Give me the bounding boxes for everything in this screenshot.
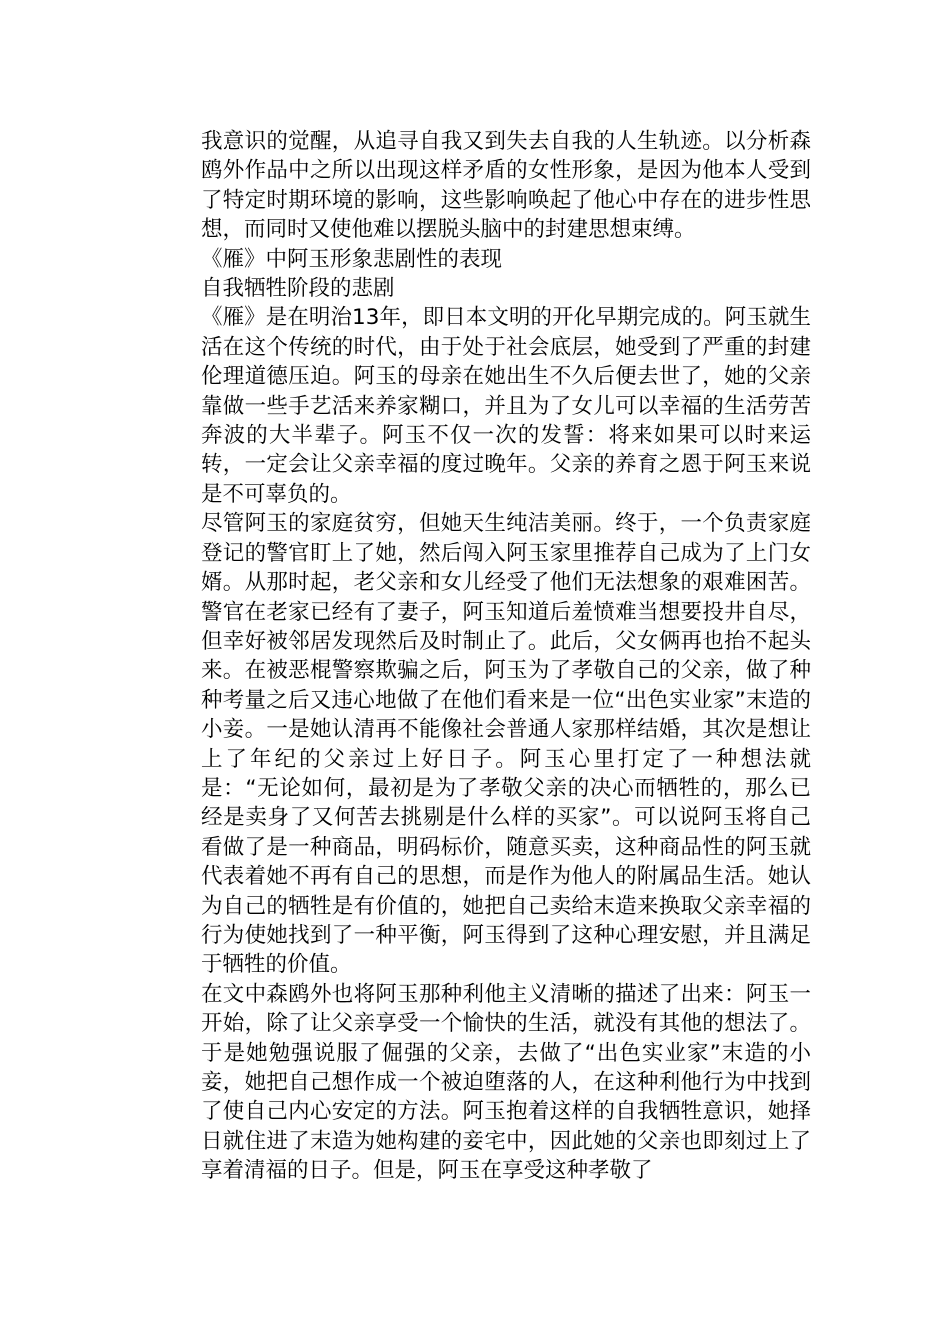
body-paragraph-2: 尽管阿玉的家庭贫穷，但她天生纯洁美丽。终于，一个负责家庭登记的警官盯上了她，然后闯入阿玉家里推荐自己成为了上门女婿。从那时起，老父亲和女儿经受了他们无法想象的艰难困苦。警官在老家已经有了妻子，阿玉知道后羞愤难当想要投井自尽，但幸好被邻居发现然后及时制止了。此后，父女俩再也抬不起头来。在被恶棍警察欺骗之后，阿玉为了孝敬自己的父亲，做了种种考量之后又违心地做了在他们看来是一位“出色实业家”末造的小妾。一是她认清再不能像社会普通人家那样结婚，其次是想让上了年纪的父亲过上好日子。阿玉心里打定了一种想法就是：“无论如何，最初是为了孝敬父亲的决心而牺牲的，那么已经是卖身了又何苦去挑剔是什么样的买家”。可以说阿玉将自己看做了是一种商品，明码标价，随意买卖，这种商品性的阿玉就代表着她不再有自己的思想，而是作为他人的附属品生活。她认为自己的牺牲是有价值的，她把自己卖给末造来换取父亲幸福的行为使她找到了一种平衡，阿玉得到了这种心理安慰，并且满足于牺牲的价值。 <box>201 511 811 978</box>
section-heading: 《雁》中阿玉形象悲剧性的表现 <box>201 246 503 272</box>
subsection-heading: 自我牺牲阶段的悲剧 <box>201 276 395 302</box>
intro-paragraph: 我意识的觉醒，从追寻自我又到失去自我的人生轨迹。以分析森鸥外作品中之所以出现这样矛盾的女性形象，是因为他本人受到了特定时期环境的影响，这些影响唤起了他心中存在的进步性思想，而同时又使他难以摆脱头脑中的封建思想束缚。 <box>201 129 811 243</box>
body-paragraph-1: 《雁》是在明治13年，即日本文明的开化早期完成的。阿玉就生活在这个传统的时代，由于处于社会底层，她受到了严重的封建伦理道德压迫。阿玉的母亲在她出生不久后便去世了，她的父亲靠做一些手艺活来养家糊口，并且为了女儿可以幸福的生活劳苦奔波的大半辈子。阿玉不仅一次的发誓：将来如果可以时来运转，一定会让父亲幸福的度过晚年。父亲的养育之恩于阿玉来说是不可辜负的。 <box>201 305 811 507</box>
body-paragraph-3: 在文中森鸥外也将阿玉那种利他主义清晰的描述了出来：阿玉一开始，除了让父亲享受一个愉快的生活，就没有其他的想法了。于是她勉强说服了倔强的父亲，去做了“出色实业家”末造的小妾，她把自己想作成一个被迫堕落的人，在这种利他行为中找到了使自己内心安定的方法。阿玉抱着这样的自我牺牲意识，她择日就住进了末造为她构建的妾宅中，因此她的父亲也即刻过上了享着清福的日子。但是，阿玉在享受这种孝敬了 <box>201 981 811 1184</box>
document-body <box>201 127 811 1186</box>
